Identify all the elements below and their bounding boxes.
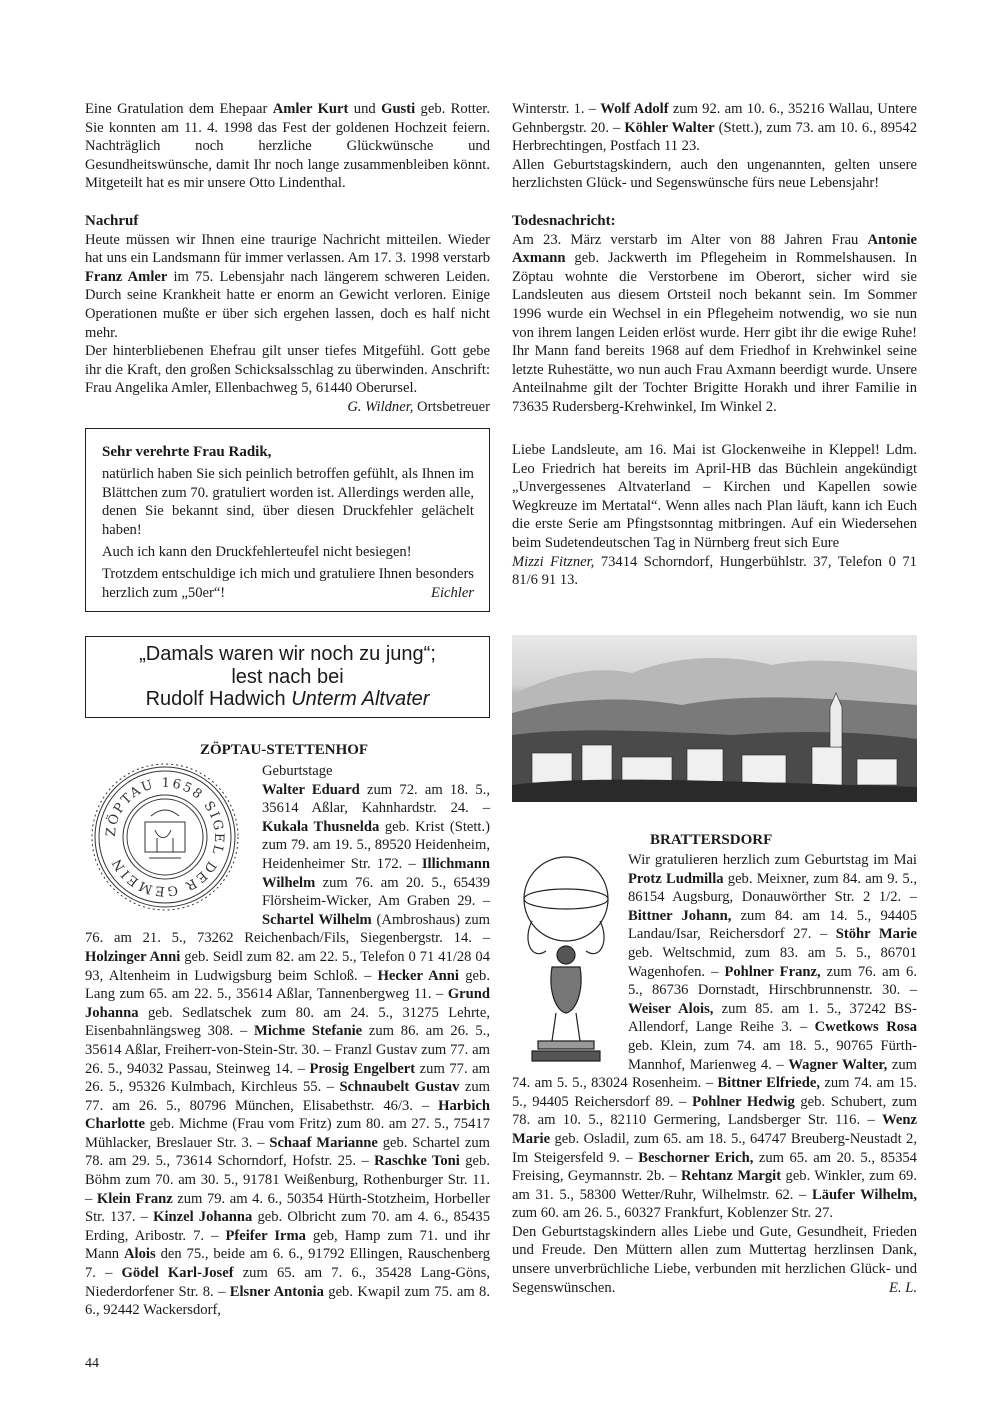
brattersdorf-list-text: Wir gratulieren herzlich zum Geburtstag im Mai Protz Ludmilla geb. Meixner, zum 84. am 9. 5., 86154 Augsburg, Donauwörther Str. 2 1/2. – Bittner Johann, zum 84. am 14. 5., 94405 Landau/Isar, Reichersdorf 27. – Stöhr Marie geb. Weltschmid, zum 83. am 5. 5., 86701 Wagenhofen. – Pohlner Franz, zum 76. am 6. 5., 86736 Dornstadt, Hirschbrunnenstr. 30. – Weiser Alois, zum 85. am 1. 5., 37242 BS-Allendorf, Lange Reihe 3. – Cwetkows Rosa geb. Klein, zum 74. am 18. 5., 90765 Fürth-Mannhof, Marienweg 4. – Wagner Walter, zum 74. am 5. 5., 83024 Rosenheim. – Bittner Elfriede, zum 74. am 15. 5., 94405 Reichersdorf 89. – Pohlner Hedwig geb. Schubert, zum 78. am 10. 5., 82110 Germering, Landsberger Str. 116. – Wenz Marie geb. Osladil, zum 65. am 18. 5., 64747 Breuberg-Neustadt 2, Im Steigersfeld 9. – Beschorner Erich, zum 65. am 20. 5., 85354 Freising, Geymannstr. 2b. – Rehtanz Margit geb. Winkler, zum 69. am 31. 5., 58300 Wetter/Ruhr, Wilhelmstr. 62. – Läufer Wilhelm, zum 60. am 26. 5., 60327 Frankfurt, Koblenzer Str. 27. (512, 852, 917, 1222)
nachruf-section (85, 212, 490, 417)
radik-paragraph-3: Trotzdem entschuldige ich mich und gratuliere Ihnen besonders herzlich zum „50er“! Eichler (102, 566, 474, 601)
person-name: Weiser Alois, (628, 1000, 714, 1017)
ad-line-1: „Damals waren wir noch zu jung“; (139, 643, 436, 665)
page-number: 44 (85, 1356, 99, 1371)
person-name: Klein Franz (96, 1190, 173, 1207)
person-name: Protz Ludmilla (628, 870, 724, 887)
radik-signature: Eichler (431, 584, 474, 601)
person-name: Schaaf Marianne (269, 1134, 378, 1151)
todes-section (512, 212, 917, 417)
person-name: Wenz Marie (512, 1112, 917, 1147)
brattersdorf-title: BRATTERSDORF (650, 832, 773, 848)
book-ad-box (85, 636, 490, 718)
name-gusti: Gusti (381, 101, 416, 117)
zoeptau-birthdays (85, 762, 490, 1320)
person-name: Schnaubelt Gustav (339, 1079, 460, 1096)
landscape-photo (512, 635, 917, 802)
glockenweihe-section (512, 441, 917, 590)
nachruf-heading: Nachruf (85, 213, 139, 229)
person-name: Antonie Axmann (512, 231, 917, 267)
brattersdorf-birthdays (512, 851, 917, 1297)
person-name: Wagner Walter, (788, 1056, 888, 1073)
person-name: Köhler Walter (624, 119, 715, 136)
radik-paragraph-2: Auch ich kann den Druckfehlerteufel nicht besiegen! (102, 544, 412, 561)
zoeptau-list-text: Walter Eduard zum 72. am 18. 5., 35614 Aßlar, Kahnhardstr. 24. – Kukala Thusnelda geb. Krist (Stett.) zum 79. am 19. 5., 89520 Heidenheim, Heidenheimer Str. 172. – Illichmann Wilhelm zum 76. am 20. 5., 65439 Flörsheim-Wicker, Am Graben 29. – Schartel Wilhelm (Ambroshaus) zum 76. am 21. 5., 73262 Reichenbach/Fils, Siegenbergstr. 14. – Holzinger Anni geb. Seidl zum 82. am 22. 5., Telefon 0 71 41/28 04 93, Altenheim in Ludwigsburg beim Schloß. – Hecker Anni geb. Lang zum 65. am 22. 5., 35614 Aßlar, Tannenbergweg 11. – Grund Johanna geb. Sedlatschek zum 80. am 24. 5., 31275 Lehrte, Eisenbahnlängsweg 308. – Michme Stefanie zum 86. am 26. 5., 35614 Aßlar, Freiherr-von-Stein-Str. 30. – Franzl Gustav zum 77. am 26. 5., 94032 Passau, Steinweg 14. – Prosig Engelbert zum 77. am 26. 5., 95326 Kulmbach, Kirchleus 55. – Schnaubelt Gustav zum 77. am 26. 5., 80796 München, Elisabethstr. 46/3. – Harbich Charlotte geb. Michme (Frau vom Fritz) zum 80. am 27. 5., 75417 Mühlacker, Breslauer Str. 3. – Schaaf Marianne geb. Schartel zum 78. am 29. 5., 73614 Schorndorf, Hofstr. 25. – Raschke Toni geb. Böhm zum 70. am 30. 5., 91781 Weißenburg, Rothenburger Str. 11. – Klein Franz zum 79. am 4. 6., 50354 Hürth-Stotzheim, Horbeller Str. 137. – Kinzel Johanna geb. Olbricht zum 70. am 4. 6., 85435 Erding, Aribostr. 7. – Pfeifer Irma geb, Hamp zum 71. und ihr Mann Alois den 75., beide am 6. 6., 91792 Ellingen, Rauschenberg 7. – Gödel Karl-Josef zum 65. am 7. 6., 35428 Lang-Göns, Niederdorfener Str. 8. – Elsner Antonia geb. Kwapil zum 75. am 8. 6., 92442 Wackersdorf, (85, 781, 491, 1319)
person-name: Pohlner Hedwig (692, 1093, 795, 1110)
todes-paragraph: Am 23. März verstarb im Alter von 88 Jahren Frau Antonie Axmann geb. Jackwerth im Pflegeheim in Rommelshausen. In Zöptau wohnte die Verstorbene im Oberort, sicher wird sie Landsleuten aus diesem Ortsteil noch bekannt sein. Im Sommer 1996 wurde ein Wechsel in ein Pflegeheim notwendig, wo sie nun von ihrem langen Leiden erlöst wurde. Herr gibt ihr die ewige Ruhe! Ihr Mann fand bereits 1968 auf dem Friedhof in Krehwinkel seine letzte Ruhestätte, wo nun auch Frau Axmann beerdigt wurde. Unsere Anteilnahme gilt der Tochter Brigitte Horakh und ihrer Familie in 73635 Rudersberg-Krehwinkel, Im Winkel 2. (512, 231, 917, 415)
person-name: Cwetkows Rosa (814, 1019, 917, 1036)
person-name: Holzinger Anni (85, 948, 181, 965)
person-name: Grund Johanna (85, 986, 490, 1021)
seal-lettering: ZÖPTAU 1658 SIGEL DER GEMEIN (103, 775, 227, 899)
radik-paragraph-1: natürlich haben Sie sich peinlich betroffen gefühlt, als Ihnen im Blättchen zum 70. gratuliert worden ist. Allerdings werden alle, denen Sie bekannt sind, über diesen Druckfehler gelächelt haben! (102, 466, 474, 538)
person-name: Michme Stefanie (254, 1023, 363, 1040)
radik-letter-box (85, 428, 490, 612)
person-name: Raschke Toni (374, 1153, 460, 1170)
name-amler-kurt: Amler Kurt (272, 101, 349, 117)
radik-heading: Sehr verehrte Frau Radik, (102, 444, 272, 460)
ad-line-2: lest nach bei (231, 665, 344, 688)
person-name: Kukala Thusnelda (262, 818, 380, 835)
person-name: Beschorner Erich, (638, 1149, 754, 1166)
todes-heading: Todesnachricht: (512, 213, 616, 229)
person-name: Kinzel Johanna (153, 1209, 253, 1226)
person-name: Prosig Engelbert (309, 1060, 416, 1077)
nachruf-paragraph-2: Der hinterbliebenen Ehefrau gilt unser tiefes Mitgefühl. Gott gebe ihr die Kraft, den großen Schicksalsschlag zu überwinden. Anschrift: Frau Angelika Amler, Ellenbachweg 5, 61440 Oberursel. (85, 343, 490, 397)
person-name: Illichmann Wilhelm (262, 855, 490, 891)
winterstr-text: Winterstr. 1. – Wolf Adolf zum 92. am 10. 6., 35216 Wallau, Untere Gehnbergstr. 20. – Köhler Walter (Stett.), zum 73. am 10. 6., 89542 Herbrechtingen, Postfach 11 23. Allen Geburtstagskindern, auch den ungenannten, gelten unsere herzlichsten Glück- und Segenswünsche fürs neue Lebensjahr! (512, 101, 917, 192)
person-name: Wolf Adolf (600, 101, 669, 117)
person-name: Hecker Anni (377, 967, 459, 984)
person-name: Bittner Johann, (628, 907, 732, 924)
person-name: Alois (124, 1246, 156, 1263)
person-name: Pfeifer Irma (225, 1227, 306, 1244)
person-name: Schartel Wilhelm (262, 911, 372, 928)
brattersdorf-closing: Den Geburtstagskindern alles Liebe und Gute, Gesundheit, Frieden und Freude. Den Müttern allen zum Muttertag herzlinsen Dank, unsere unverbrüchliche Liebe, verbunden mit herzlichen Glück- und Segenswünschen. E. L. (512, 1223, 917, 1296)
person-name: Elsner Antonia (229, 1283, 324, 1300)
person-name: Gödel Karl-Josef (121, 1265, 234, 1282)
allen-wishes: Allen Geburtstagskindern, auch den ungenannten, gelten unsere herzlichsten Glück- und Segenswünsche fürs neue Lebensjahr! (512, 156, 917, 192)
gratulation-text: Eine Gratulation dem Ehepaar Amler Kurt und Gusti geb. Rotter. Sie konnten am 11. 4. 1998 das Fest der goldenen Hochzeit feiern. Nachträglich noch herzliche Glückwünsche und Gesundheitswünsche, damit Ihr noch lange zusammenbleiben könnt. Mitgeteilt hat es mir unsere Otto Lindenthal. (85, 101, 490, 192)
person-name: Läufer Wilhelm, (812, 1186, 917, 1203)
zoeptau-seal-image (85, 762, 260, 920)
zoeptau-title: ZÖPTAU-STETTENHOF (200, 742, 369, 758)
brattersdorf-signature: E. L. (889, 1279, 917, 1296)
person-name: Stöhr Marie (835, 926, 917, 943)
zoeptau-subtitle: Geburtstage (262, 763, 333, 779)
nachruf-paragraph-1: Heute müssen wir Ihnen eine traurige Nachricht mitteilen. Wieder hat uns ein Landsmann für immer verlassen. Am 17. 3. 1998 verstarb Franz Amler im 75. Lebensjahr nach längerem schweren Leiden. Durch seine Krankheit hatte er enorm an Gewicht verloren. Einige Operationen mußte er über sich ergehen lassen, doch es half nicht mehr. (85, 231, 490, 341)
person-name: Harbich Charlotte (85, 1097, 490, 1133)
person-name: Bittner Elfriede, (717, 1075, 821, 1092)
person-name: Pohlner Franz, (724, 963, 821, 980)
atlas-statue-image (512, 851, 628, 1073)
person-name: Rehtanz Margit (680, 1168, 782, 1185)
glockenweihe-signature: Mizzi Fitzner, 73414 Schorndorf, Hungerbühlstr. 37, Telefon 0 71 81/6 91 13. (512, 553, 917, 589)
person-name: Walter Eduard (262, 781, 360, 798)
glockenweihe-paragraph: Liebe Landsleute, am 16. Mai ist Glockenweihe in Kleppel! Ldm. Leo Friedrich hat bereits im April-HB das Büchlein angekündigt „Unvergessenes Altvaterland – Kirchen und Kapellen sowie Wegkreuze im Mertatal“. Wenn alles nach Plan läuft, kann ich Euch die erste Serie am Pfingstsonntag mitbringen. Auf ein Wiedersehen beim Sudetendeutschen Tag in Nürnberg freut sich Eure (512, 442, 917, 551)
seal-icon (85, 762, 245, 912)
ad-line-3: Rudolf Hadwich Unterm Altvater (145, 688, 430, 710)
nachruf-signature: G. Wildner, Ortsbetreuer (347, 398, 490, 415)
